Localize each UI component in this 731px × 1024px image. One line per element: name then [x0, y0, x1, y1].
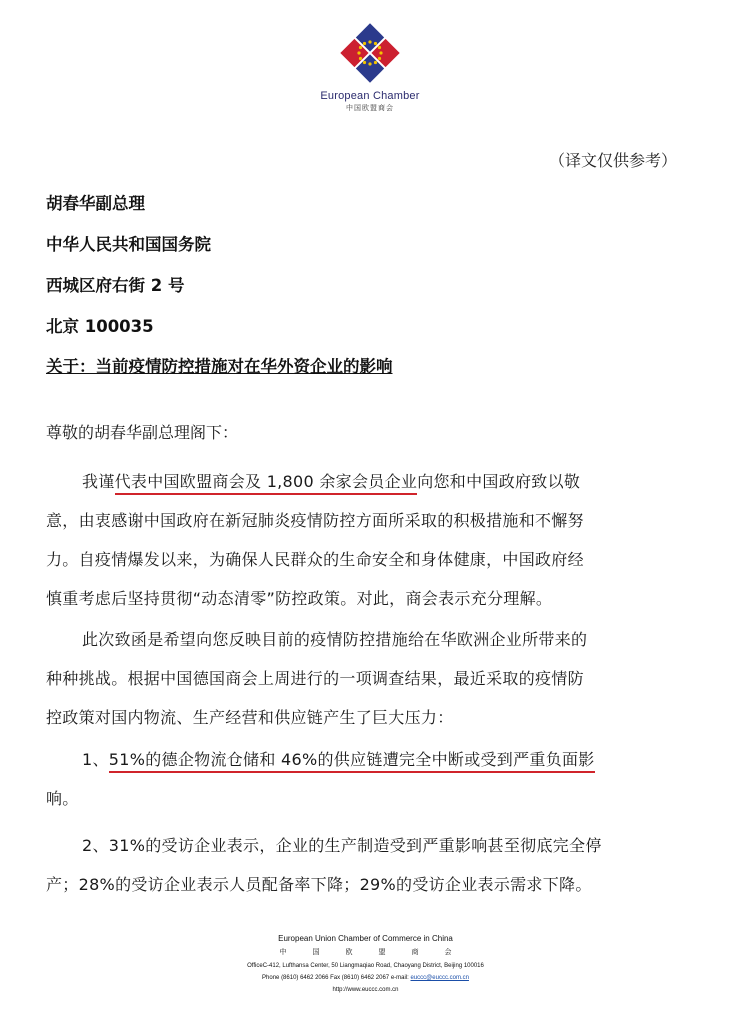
footer-address: OfficeC-412, Lufthansa Center, 50 Liangmaqiao Road, Chaoyang District, Beijing 100016: [247, 963, 484, 969]
paragraph-2-line-1: [46, 620, 686, 659]
item-1-number: 1、: [82, 750, 109, 769]
paragraph-1: [46, 462, 686, 618]
letterhead-footer: [0, 934, 731, 993]
item-2-text: 2、31%的受访企业表示，企业的生产制造受到严重影响甚至彻底完全停: [82, 836, 602, 855]
highlight-underline-supply-chain: 51%的德企物流仓储和 46%的供应链遭完全中断或受到严重负面影: [109, 750, 595, 773]
paragraph-1-line-4: 慎重考虑后坚持贯彻“动态清零”防控政策。对此，商会表示充分理解。: [46, 589, 553, 608]
recipient-city: 北京 100035: [46, 317, 154, 336]
paragraph-1-tail: 向您和中国政府致以敬: [417, 472, 581, 491]
translation-note: （译文仅供参考）: [548, 151, 677, 170]
european-chamber-logo-mark: [335, 18, 405, 88]
paragraph-2-line-2: 种种挑战。根据中国德国商会上周进行的一项调查结果，最近采取的疫情防: [46, 669, 584, 688]
logo-name-cn: 中国欧盟商会: [346, 104, 394, 112]
recipient-organization: 中华人民共和国国务院: [46, 235, 211, 254]
paragraph-1-lead: 我谨: [82, 472, 115, 491]
paragraph-3: [46, 740, 686, 818]
paragraph-1-line-1: [46, 462, 686, 501]
logo-name-en: European Chamber: [320, 90, 420, 102]
footer-name-cn: 中国欧盟商会: [279, 948, 478, 956]
paragraph-4: [46, 826, 686, 904]
footer-contact: [0, 975, 731, 981]
paragraph-2-text: 此次致函是希望向您反映目前的疫情防控措施给在华欧洲企业所带来的: [82, 630, 588, 649]
paragraph-2-line-3: 控政策对国内物流、生产经营和供应链产生了巨大压力：: [46, 708, 454, 727]
paragraph-3-line-2: 响。: [46, 789, 79, 808]
footer-email-link[interactable]: euccc@euccc.com.cn: [410, 975, 469, 981]
footer-phone: Phone (8610) 6462 2066 Fax (8610) 6462 2067 e-mail:: [262, 975, 409, 981]
paragraph-1-line-3: 力。自疫情爆发以来，为确保人民群众的生命安全和身体健康，中国政府经: [46, 550, 584, 569]
highlight-underline-members: 代表中国欧盟商会及 1,800 余家会员企业: [115, 472, 418, 495]
recipient-name: 胡春华副总理: [46, 194, 145, 213]
paragraph-4-line-1: [46, 826, 686, 865]
european-chamber-logo: [300, 18, 440, 113]
footer-title: European Union Chamber of Commerce in China: [278, 934, 453, 943]
paragraph-1-line-2: 意，由衷感谢中国政府在新冠肺炎疫情防控方面所采取的积极措施和不懈努: [46, 511, 584, 530]
paragraph-3-line-1: [46, 740, 686, 779]
salutation: 尊敬的胡春华副总理阁下：: [46, 423, 239, 442]
recipient-street: 西城区府右街 2 号: [46, 276, 185, 295]
paragraph-2: [46, 620, 686, 737]
letter-subject: 关于：当前疫情防控措施对在华外资企业的影响: [46, 357, 393, 376]
paragraph-4-line-2: 产；28%的受访企业表示人员配备率下降；29%的受访企业表示需求下降。: [46, 875, 592, 894]
footer-website[interactable]: http://www.euccc.com.cn: [332, 987, 399, 993]
